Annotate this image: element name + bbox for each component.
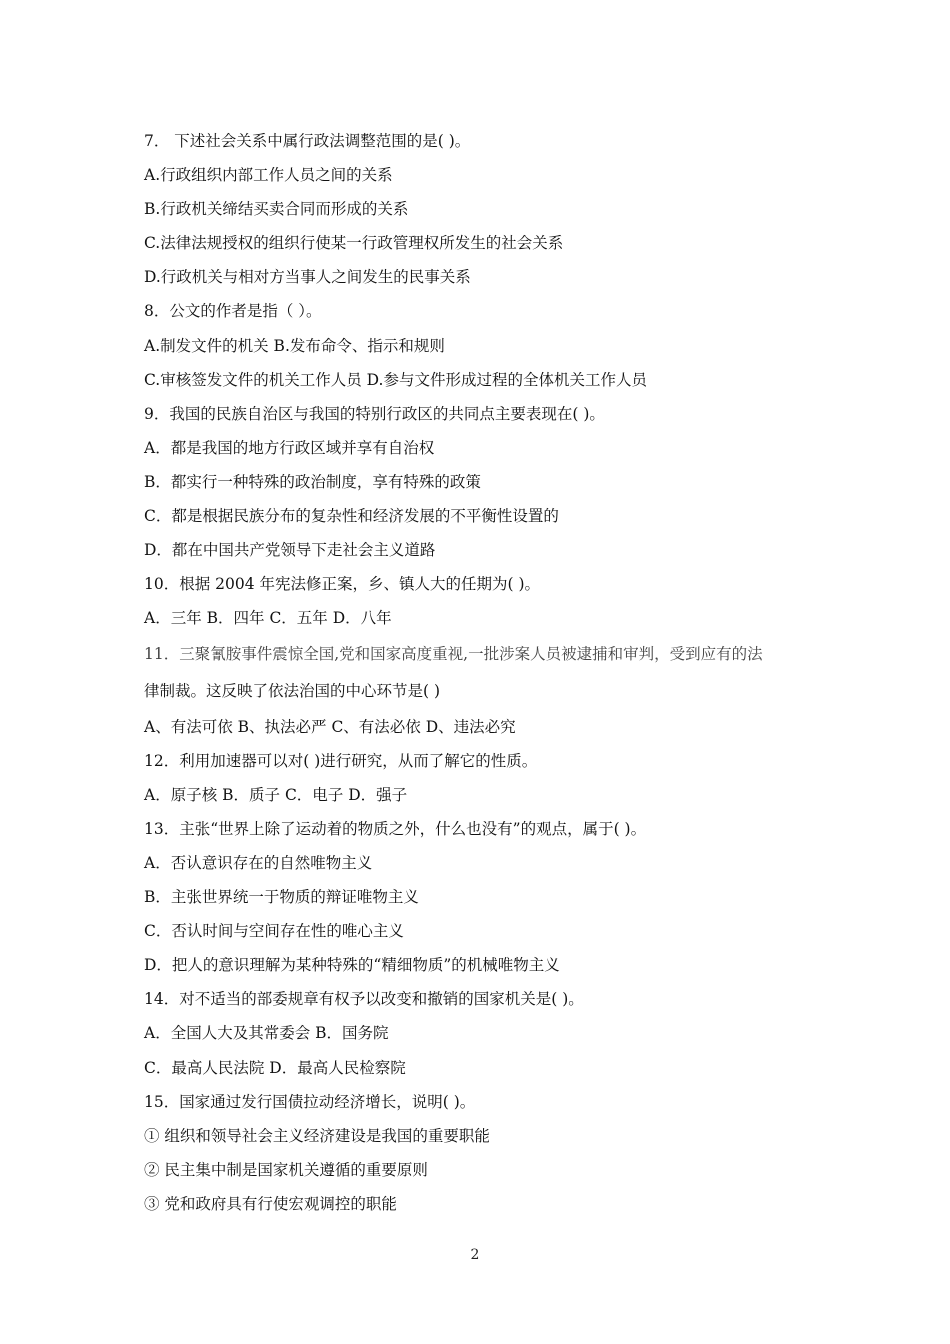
question-8-options-cd: C.审核签发文件的机关工作人员 D.参与文件形成过程的全体机关工作人员 [144,370,647,389]
question-15-item-3: ③ 党和政府具有行使宏观调控的职能 [144,1194,397,1213]
question-13-option-c: C．否认时间与空间存在性的唯心主义 [144,922,404,941]
question-8-stem: 8．公文的作者是指（ ）。 [144,302,322,321]
page-number: 2 [470,1247,480,1263]
question-15-item-2: ② 民主集中制是国家机关遵循的重要原则 [144,1160,428,1179]
question-9-option-c: C．都是根据民族分布的复杂性和经济发展的不平衡性设置的 [144,507,559,526]
question-7-option-b: B.行政机关缔结买卖合同而形成的关系 [144,200,409,219]
question-11-stem-line-2: 律制裁。这反映了依法治国的中心环节是( ) [144,681,441,700]
question-15-item-1: ① 组织和领导社会主义经济建设是我国的重要职能 [144,1126,490,1145]
question-12-options: A．原子核 B．质子 C．电子 D．强子 [144,785,408,804]
question-11-options: A、有法可依 B、执法必严 C、有法必依 D、违法必究 [144,717,516,736]
question-9-stem: 9．我国的民族自治区与我国的特别行政区的共同点主要表现在( )。 [144,404,605,423]
question-10-options: A．三年 B．四年 C．五年 D．八年 [144,609,392,628]
question-7-stem: 7． 下述社会关系中属行政法调整范围的是( )。 [144,132,471,150]
question-15-stem: 15．国家通过发行国债拉动经济增长，说明( )。 [144,1092,476,1111]
question-9-option-a: A．都是我国的地方行政区域并享有自治权 [144,438,435,457]
question-12-stem: 12．利用加速器可以对( )进行研究，从而了解它的性质。 [144,751,538,770]
question-7-option-c: C.法律法规授权的组织行使某一行政管理权所发生的社会关系 [144,234,564,253]
question-9-option-d: D．都在中国共产党领导下走社会主义道路 [144,541,436,560]
question-10-stem: 10．根据 2004 年宪法修正案，乡、镇人大的任期为( )。 [144,575,541,594]
document-body [144,124,824,1221]
question-8-options-ab: A.制发文件的机关 B.发布命令、指示和规则 [144,336,445,355]
question-13-option-b: B．主张世界统一于物质的辩证唯物主义 [144,888,419,907]
question-14-options-cd: C．最高人民法院 D．最高人民检察院 [144,1058,406,1077]
question-13-stem: 13．主张“世界上除了运动着的物质之外，什么也没有”的观点，属于( )。 [144,819,647,838]
question-7-option-a: A.行政组织内部工作人员之间的关系 [144,166,393,185]
question-13-option-d: D．把人的意识理解为某种特殊的“精细物质”的机械唯物主义 [144,956,560,975]
question-7-option-d: D.行政机关与相对方当事人之间发生的民事关系 [144,268,471,287]
question-9-option-b: B．都实行一种特殊的政治制度，享有特殊的政策 [144,472,481,491]
question-14-stem: 14．对不适当的部委规章有权予以改变和撤销的国家机关是( )。 [144,990,584,1009]
question-11-stem-line-1: 11．三聚氰胺事件震惊全国,党和国家高度重视,一批涉案人员被逮捕和审判，受到应有的法 [144,645,763,664]
question-13-option-a: A．否认意识存在的自然唯物主义 [144,853,373,872]
question-14-options-ab: A．全国人大及其常委会 B．国务院 [144,1024,389,1043]
